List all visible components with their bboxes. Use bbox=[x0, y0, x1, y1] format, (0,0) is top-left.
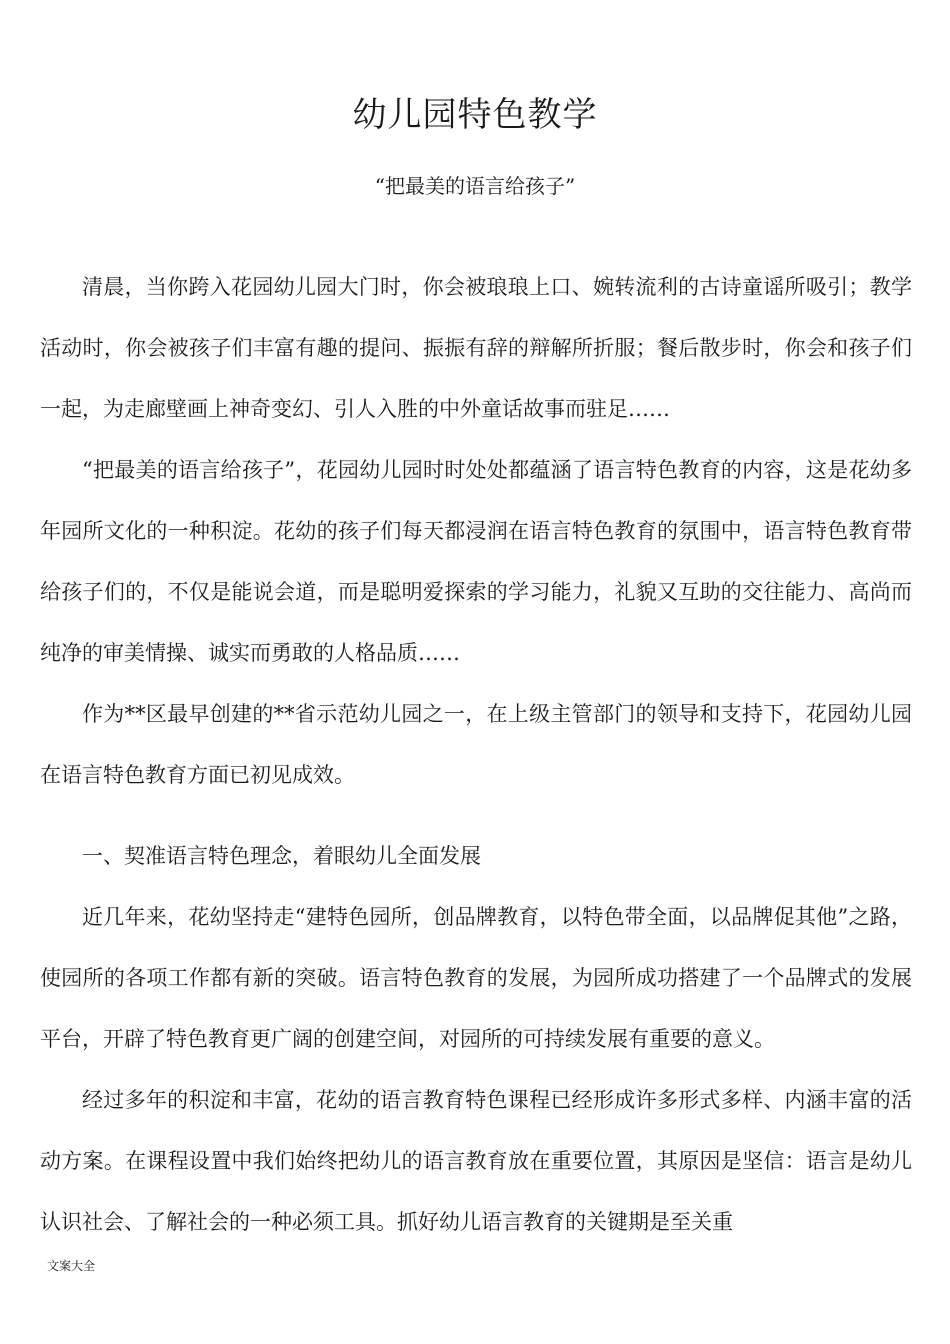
paragraph-achievement: 作为**区最早创建的**省示范幼儿园之一，在上级主管部门的领导和支持下，花园幼儿园在语言特色教育方面已初见成效。 bbox=[40, 702, 912, 787]
document-title: 幼儿园特色教学 bbox=[352, 95, 598, 135]
footer-label: 文案大全 bbox=[47, 1259, 96, 1273]
section-paragraph-2: 经过多年的积淀和丰富，花幼的语言教育特色课程已经形成许多形式多样、内涵丰富的活动方案。在课程设置中我们始终把幼儿的语言教育放在重要位置，其原因是坚信：语言是幼儿认识社会、了解社会的一种必须工具。抓好幼儿语言教育的关键期是至关重 bbox=[40, 1088, 912, 1234]
paragraph-slogan: “把最美的语言给孩子”，花园幼儿园时时处处都蕴涵了语言特色教育的内容，这是花幼多年园所文化的一种积淀。花幼的孩子们每天都浸润在语言特色教育的氛围中，语言特色教育带给孩子们的，不仅是能说会道，而是聪明爱探索的学习能力，礼貌又互助的交往能力、高尚而纯净的审美情操、诚实而勇敢的人格品质…… bbox=[40, 458, 912, 665]
document-subtitle: “把最美的语言给孩子” bbox=[374, 174, 576, 198]
document-body bbox=[40, 257, 912, 1253]
paragraph-intro: 清晨，当你跨入花园幼儿园大门时，你会被琅琅上口、婉转流利的古诗童谣所吸引；教学活动时，你会被孩子们丰富有趣的提问、振振有辞的辩解所折服；餐后散步时，你会和孩子们一起，为走廊壁画上神奇变幻、引人入胜的中外童话故事而驻足…… bbox=[40, 275, 912, 421]
section-paragraph-1: 近几年来，花幼坚持走“建特色园所，创品牌教育，以特色带全面，以品牌促其他”之路，使园所的各项工作都有新的突破。语言特色教育的发展，为园所成功搭建了一个品牌式的发展平台，开辟了特色教育更广阔的创建空间，对园所的可持续发展有重要的意义。 bbox=[40, 905, 912, 1051]
section-heading: 一、契准语言特色理念，着眼幼儿全面发展 bbox=[82, 844, 481, 868]
